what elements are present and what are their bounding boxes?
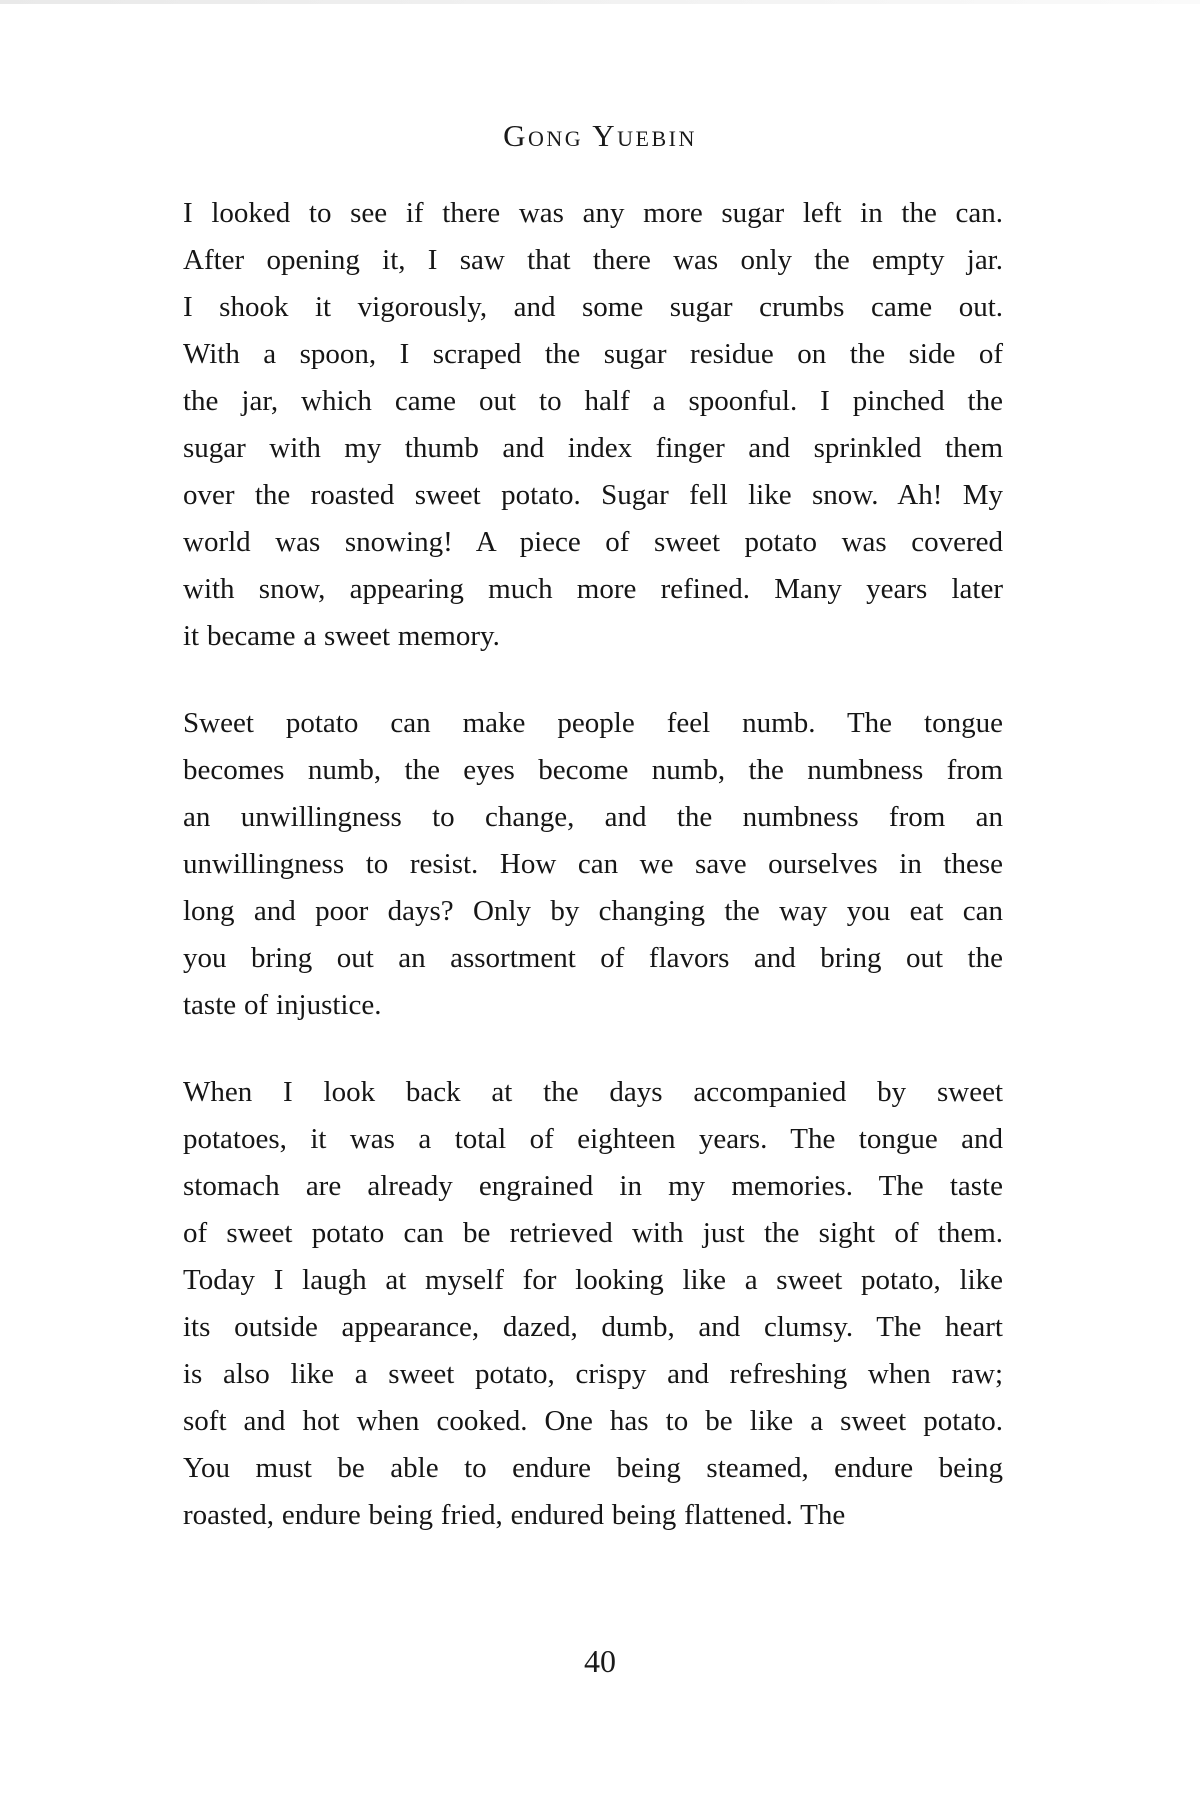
text-line: is also like a sweet potato, crispy and refreshing when raw; xyxy=(183,1358,1003,1390)
page-top-scan-edge xyxy=(0,0,1200,4)
text-line: long and poor days? Only by changing the way you eat can xyxy=(183,895,1003,927)
text-line: over the roasted sweet potato. Sugar fell like snow. Ah! My xyxy=(183,479,1003,511)
text-line: After opening it, I saw that there was only the empty jar. xyxy=(183,244,1003,276)
text-line: an unwillingness to change, and the numbness from an xyxy=(183,801,1003,833)
text-line: Sweet potato can make people feel numb. The tongue xyxy=(183,707,1003,739)
text-line: taste of injustice. xyxy=(183,989,382,1021)
text-line: you bring out an assortment of flavors and bring out the xyxy=(183,942,1003,974)
page-number: 40 xyxy=(584,1643,616,1679)
text-line: it became a sweet memory. xyxy=(183,620,500,652)
text-line: of sweet potato can be retrieved with just the sight of them. xyxy=(183,1217,1003,1249)
text-line: Today I laugh at myself for looking like a sweet potato, like xyxy=(183,1264,1003,1296)
text-line: the jar, which came out to half a spoonful. I pinched the xyxy=(183,385,1003,417)
text-line: becomes numb, the eyes become numb, the numbness from xyxy=(183,754,1003,786)
paragraph xyxy=(183,1069,1003,1539)
text-line: its outside appearance, dazed, dumb, and clumsy. The heart xyxy=(183,1311,1003,1343)
text-line: roasted, endure being fried, endured being flattened. The xyxy=(183,1499,846,1531)
text-line: You must be able to endure being steamed, endure being xyxy=(183,1452,1003,1484)
page-body xyxy=(183,190,1003,1579)
text-line: world was snowing! A piece of sweet potato was covered xyxy=(183,526,1003,558)
text-line: stomach are already engrained in my memories. The taste xyxy=(183,1170,1003,1202)
text-line: I shook it vigorously, and some sugar crumbs came out. xyxy=(183,291,1003,323)
text-line: unwillingness to resist. How can we save ourselves in these xyxy=(183,848,1003,880)
running-header-author: Gong Yuebin xyxy=(503,118,697,153)
text-line: soft and hot when cooked. One has to be like a sweet potato. xyxy=(183,1405,1003,1437)
text-line: I looked to see if there was any more sugar left in the can. xyxy=(183,197,1003,229)
text-line: with snow, appearing much more refined. Many years later xyxy=(183,573,1003,605)
text-line: potatoes, it was a total of eighteen years. The tongue and xyxy=(183,1123,1003,1155)
text-line: sugar with my thumb and index finger and sprinkled them xyxy=(183,432,1003,464)
paragraph xyxy=(183,700,1003,1029)
text-line: When I look back at the days accompanied by sweet xyxy=(183,1076,1003,1108)
text-line: With a spoon, I scraped the sugar residue on the side of xyxy=(183,338,1003,370)
paragraph xyxy=(183,190,1003,660)
